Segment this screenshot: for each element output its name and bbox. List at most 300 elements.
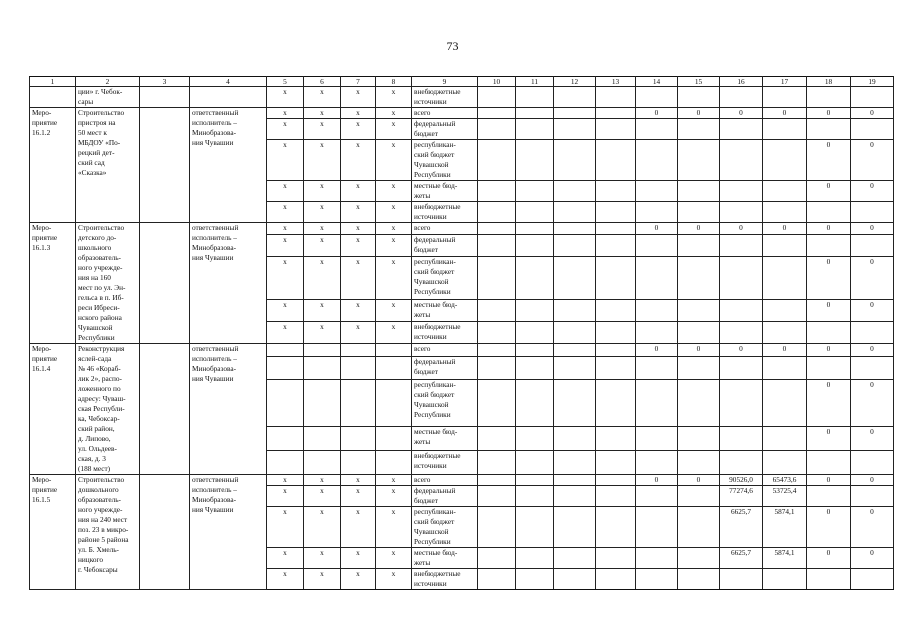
code-cell	[267, 344, 304, 357]
value-cell: 6625,7	[720, 548, 763, 569]
funding-source: республикан- ский бюджет Чувашской Республики	[412, 256, 478, 299]
value-cell	[678, 321, 720, 343]
measure-id	[30, 87, 76, 108]
value-cell	[720, 256, 763, 299]
code-cell	[376, 451, 412, 475]
value-cell: 0	[807, 380, 851, 427]
value-cell	[478, 140, 516, 181]
column-number: 6	[304, 77, 341, 87]
code-cell	[376, 344, 412, 357]
value-cell	[596, 344, 636, 357]
value-cell	[763, 119, 807, 140]
executor: ответственный исполнитель – Минобразова- ния Чувашии	[190, 344, 267, 475]
value-cell	[554, 486, 596, 507]
value-cell	[678, 202, 720, 223]
table-row	[30, 475, 894, 486]
value-cell	[720, 234, 763, 256]
code-cell	[304, 451, 341, 475]
value-cell	[554, 356, 596, 380]
value-cell: 0	[807, 140, 851, 181]
value-cell	[636, 569, 678, 590]
code-cell: x	[341, 223, 376, 235]
value-cell	[478, 548, 516, 569]
code-cell: x	[304, 87, 341, 108]
value-cell	[763, 380, 807, 427]
measure-col3	[140, 475, 190, 590]
value-cell	[596, 507, 636, 548]
funding-source: всего	[412, 475, 478, 486]
value-cell: 0	[807, 344, 851, 357]
funding-source: внебюджетные источники	[412, 569, 478, 590]
code-cell	[341, 356, 376, 380]
code-cell: x	[304, 119, 341, 140]
value-cell	[554, 256, 596, 299]
measure-name: Строительство детского до- школьного образователь- ного учрежде- ния на 160 мест по ул. Эн- гельса в п. Иб- реси Ибреси- нского района Чувашской Республики	[76, 223, 140, 344]
value-cell	[763, 321, 807, 343]
program-table	[29, 76, 894, 590]
value-cell	[596, 486, 636, 507]
measure-id: Меро- приятие 16.1.2	[30, 108, 76, 223]
value-cell	[478, 299, 516, 321]
code-cell: x	[267, 140, 304, 181]
value-cell	[516, 507, 554, 548]
value-cell	[807, 119, 851, 140]
code-cell: x	[341, 256, 376, 299]
value-cell: 0	[807, 548, 851, 569]
value-cell	[554, 140, 596, 181]
funding-source: внебюджетные источники	[412, 202, 478, 223]
table-row	[30, 108, 894, 119]
value-cell	[678, 140, 720, 181]
code-cell	[341, 380, 376, 427]
column-number: 10	[478, 77, 516, 87]
value-cell	[554, 507, 596, 548]
code-cell	[267, 451, 304, 475]
code-cell: x	[304, 256, 341, 299]
value-cell	[516, 486, 554, 507]
value-cell	[763, 451, 807, 475]
value-cell	[678, 181, 720, 202]
value-cell	[678, 234, 720, 256]
value-cell	[516, 181, 554, 202]
column-number: 3	[140, 77, 190, 87]
code-cell: x	[304, 234, 341, 256]
value-cell	[720, 181, 763, 202]
value-cell	[478, 256, 516, 299]
value-cell: 0	[851, 475, 894, 486]
value-cell	[554, 119, 596, 140]
value-cell: 0	[807, 299, 851, 321]
value-cell	[478, 202, 516, 223]
funding-source: республикан- ский бюджет Чувашской Республики	[412, 507, 478, 548]
value-cell	[478, 356, 516, 380]
value-cell	[851, 356, 894, 380]
value-cell: 0	[851, 108, 894, 119]
table-row	[30, 344, 894, 357]
value-cell: 90526,0	[720, 475, 763, 486]
code-cell: x	[304, 321, 341, 343]
value-cell	[596, 321, 636, 343]
value-cell	[720, 569, 763, 590]
value-cell	[516, 548, 554, 569]
code-cell: x	[341, 119, 376, 140]
value-cell	[763, 427, 807, 451]
code-cell	[267, 356, 304, 380]
value-cell	[851, 234, 894, 256]
value-cell	[554, 202, 596, 223]
value-cell: 0	[807, 475, 851, 486]
value-cell: 0	[851, 299, 894, 321]
value-cell	[763, 140, 807, 181]
value-cell	[636, 140, 678, 181]
code-cell: x	[341, 475, 376, 486]
value-cell	[596, 119, 636, 140]
value-cell	[763, 299, 807, 321]
code-cell	[304, 380, 341, 427]
value-cell: 0	[807, 108, 851, 119]
value-cell: 0	[851, 181, 894, 202]
value-cell	[554, 344, 596, 357]
code-cell: x	[304, 299, 341, 321]
code-cell	[341, 451, 376, 475]
funding-source: республикан- ский бюджет Чувашской Республики	[412, 140, 478, 181]
value-cell	[636, 356, 678, 380]
value-cell	[720, 321, 763, 343]
value-cell	[478, 181, 516, 202]
code-cell: x	[341, 181, 376, 202]
value-cell	[554, 451, 596, 475]
value-cell	[554, 569, 596, 590]
code-cell: x	[376, 234, 412, 256]
value-cell	[678, 356, 720, 380]
table-row	[30, 87, 894, 108]
value-cell: 5874,1	[763, 507, 807, 548]
value-cell	[720, 380, 763, 427]
value-cell	[596, 299, 636, 321]
code-cell: x	[376, 548, 412, 569]
column-number: 19	[851, 77, 894, 87]
column-number: 5	[267, 77, 304, 87]
value-cell	[720, 140, 763, 181]
code-cell: x	[376, 569, 412, 590]
value-cell	[478, 507, 516, 548]
value-cell	[516, 108, 554, 119]
code-cell: x	[341, 486, 376, 507]
value-cell: 0	[807, 507, 851, 548]
value-cell	[516, 427, 554, 451]
value-cell	[851, 321, 894, 343]
value-cell: 0	[851, 548, 894, 569]
value-cell	[554, 234, 596, 256]
column-number: 2	[76, 77, 140, 87]
value-cell: 0	[763, 344, 807, 357]
measure-id: Меро- приятие 16.1.5	[30, 475, 76, 590]
column-number: 4	[190, 77, 267, 87]
value-cell	[763, 234, 807, 256]
value-cell	[478, 87, 516, 108]
value-cell	[516, 202, 554, 223]
value-cell	[763, 569, 807, 590]
measure-id: Меро- приятие 16.1.4	[30, 344, 76, 475]
value-cell	[636, 451, 678, 475]
funding-source: федеральный бюджет	[412, 119, 478, 140]
value-cell	[807, 486, 851, 507]
value-cell	[807, 451, 851, 475]
value-cell	[636, 119, 678, 140]
value-cell	[554, 108, 596, 119]
code-cell	[304, 427, 341, 451]
value-cell	[678, 548, 720, 569]
value-cell	[851, 202, 894, 223]
value-cell	[516, 119, 554, 140]
value-cell: 0	[678, 344, 720, 357]
value-cell	[596, 140, 636, 181]
value-cell	[554, 223, 596, 235]
value-cell: 0	[720, 223, 763, 235]
value-cell	[636, 380, 678, 427]
funding-source: внебюджетные источники	[412, 451, 478, 475]
value-cell	[720, 119, 763, 140]
code-cell: x	[267, 569, 304, 590]
code-cell: x	[376, 140, 412, 181]
value-cell	[596, 223, 636, 235]
code-cell: x	[376, 256, 412, 299]
code-cell: x	[304, 569, 341, 590]
value-cell: 53725,4	[763, 486, 807, 507]
value-cell	[516, 356, 554, 380]
funding-source: федеральный бюджет	[412, 356, 478, 380]
measure-name: Строительство дошкольного образователь- ного учрежде- ния на 240 мест поз. 23 в микро- районе 5 района ул. Б. Хмель- ницкого г. Чебоксары	[76, 475, 140, 590]
executor: ответственный исполнитель – Минобразова- ния Чувашии	[190, 223, 267, 344]
code-cell: x	[267, 234, 304, 256]
value-cell	[554, 427, 596, 451]
value-cell	[516, 234, 554, 256]
funding-source: местные бюд- жеты	[412, 548, 478, 569]
code-cell: x	[304, 507, 341, 548]
value-cell	[554, 475, 596, 486]
code-cell: x	[376, 108, 412, 119]
value-cell	[516, 451, 554, 475]
funding-source: всего	[412, 344, 478, 357]
funding-source: местные бюд- жеты	[412, 181, 478, 202]
funding-source: местные бюд- жеты	[412, 299, 478, 321]
code-cell: x	[341, 140, 376, 181]
value-cell	[636, 321, 678, 343]
value-cell: 0	[851, 380, 894, 427]
value-cell	[478, 380, 516, 427]
measure-col3	[140, 87, 190, 108]
code-cell: x	[376, 475, 412, 486]
code-cell: x	[341, 234, 376, 256]
value-cell	[678, 87, 720, 108]
value-cell	[478, 451, 516, 475]
code-cell	[304, 356, 341, 380]
value-cell	[678, 380, 720, 427]
value-cell	[516, 380, 554, 427]
value-cell	[636, 427, 678, 451]
funding-source: всего	[412, 223, 478, 235]
funding-source: местные бюд- жеты	[412, 427, 478, 451]
measure-col3	[140, 108, 190, 223]
code-cell	[267, 380, 304, 427]
measure-col3	[140, 223, 190, 344]
value-cell	[478, 119, 516, 140]
value-cell: 0	[720, 344, 763, 357]
value-cell: 0	[851, 344, 894, 357]
value-cell: 0	[678, 475, 720, 486]
value-cell: 77274,6	[720, 486, 763, 507]
code-cell: x	[267, 321, 304, 343]
value-cell	[516, 256, 554, 299]
value-cell	[678, 299, 720, 321]
value-cell: 0	[851, 140, 894, 181]
value-cell	[596, 380, 636, 427]
value-cell	[516, 223, 554, 235]
value-cell	[478, 234, 516, 256]
code-cell: x	[304, 475, 341, 486]
value-cell	[678, 119, 720, 140]
value-cell	[763, 202, 807, 223]
funding-source: республикан- ский бюджет Чувашской Республики	[412, 380, 478, 427]
code-cell: x	[304, 202, 341, 223]
value-cell	[596, 548, 636, 569]
value-cell	[596, 451, 636, 475]
value-cell	[807, 356, 851, 380]
value-cell: 0	[636, 108, 678, 119]
code-cell: x	[376, 486, 412, 507]
value-cell	[478, 223, 516, 235]
code-cell	[304, 344, 341, 357]
value-cell	[851, 451, 894, 475]
value-cell	[851, 486, 894, 507]
value-cell	[763, 356, 807, 380]
code-cell: x	[267, 507, 304, 548]
code-cell: x	[341, 569, 376, 590]
code-cell: x	[341, 321, 376, 343]
value-cell	[678, 569, 720, 590]
value-cell: 0	[636, 223, 678, 235]
funding-source: федеральный бюджет	[412, 234, 478, 256]
value-cell	[720, 202, 763, 223]
value-cell	[596, 108, 636, 119]
value-cell	[516, 569, 554, 590]
column-number: 14	[636, 77, 678, 87]
code-cell: x	[267, 299, 304, 321]
funding-source: внебюджетные источники	[412, 321, 478, 343]
value-cell	[516, 140, 554, 181]
value-cell	[478, 569, 516, 590]
code-cell: x	[267, 548, 304, 569]
code-cell	[376, 427, 412, 451]
value-cell	[807, 569, 851, 590]
value-cell	[636, 87, 678, 108]
code-cell: x	[376, 87, 412, 108]
value-cell: 0	[636, 475, 678, 486]
value-cell	[596, 427, 636, 451]
column-number: 11	[516, 77, 554, 87]
value-cell	[807, 202, 851, 223]
value-cell	[478, 427, 516, 451]
executor: ответственный исполнитель – Минобразова- ния Чувашии	[190, 108, 267, 223]
value-cell	[554, 380, 596, 427]
code-cell: x	[376, 223, 412, 235]
value-cell	[636, 256, 678, 299]
value-cell	[851, 569, 894, 590]
code-cell	[341, 427, 376, 451]
value-cell	[636, 548, 678, 569]
code-cell: x	[341, 507, 376, 548]
value-cell	[596, 256, 636, 299]
code-cell: x	[267, 108, 304, 119]
measure-id: Меро- приятие 16.1.3	[30, 223, 76, 344]
value-cell	[678, 507, 720, 548]
value-cell	[596, 475, 636, 486]
funding-source: всего	[412, 108, 478, 119]
value-cell	[763, 256, 807, 299]
code-cell: x	[376, 299, 412, 321]
value-cell	[478, 344, 516, 357]
column-number: 1	[30, 77, 76, 87]
value-cell: 0	[807, 223, 851, 235]
value-cell	[763, 181, 807, 202]
code-cell: x	[267, 202, 304, 223]
column-number: 16	[720, 77, 763, 87]
value-cell	[636, 486, 678, 507]
column-number: 8	[376, 77, 412, 87]
column-number: 7	[341, 77, 376, 87]
value-cell: 0	[720, 108, 763, 119]
value-cell	[851, 87, 894, 108]
value-cell	[636, 181, 678, 202]
value-cell	[720, 356, 763, 380]
column-number: 9	[412, 77, 478, 87]
code-cell: x	[267, 119, 304, 140]
value-cell: 0	[678, 223, 720, 235]
code-cell: x	[376, 181, 412, 202]
code-cell: x	[304, 548, 341, 569]
code-cell	[341, 344, 376, 357]
code-cell: x	[304, 486, 341, 507]
page-number: 73	[446, 39, 459, 53]
funding-source: внебюджетные источники	[412, 87, 478, 108]
value-cell	[478, 108, 516, 119]
value-cell: 65473,6	[763, 475, 807, 486]
value-cell	[678, 486, 720, 507]
value-cell	[720, 299, 763, 321]
value-cell	[678, 427, 720, 451]
value-cell	[720, 451, 763, 475]
code-cell: x	[341, 299, 376, 321]
value-cell	[596, 234, 636, 256]
value-cell: 6625,7	[720, 507, 763, 548]
value-cell	[596, 181, 636, 202]
value-cell: 0	[851, 507, 894, 548]
code-cell: x	[376, 321, 412, 343]
value-cell: 0	[807, 181, 851, 202]
table-row	[30, 223, 894, 235]
value-cell	[636, 299, 678, 321]
code-cell	[267, 427, 304, 451]
code-cell: x	[304, 140, 341, 181]
code-cell: x	[267, 223, 304, 235]
value-cell: 0	[851, 223, 894, 235]
code-cell	[376, 380, 412, 427]
column-number: 18	[807, 77, 851, 87]
value-cell	[596, 569, 636, 590]
code-cell: x	[267, 181, 304, 202]
code-cell	[376, 356, 412, 380]
value-cell	[596, 87, 636, 108]
